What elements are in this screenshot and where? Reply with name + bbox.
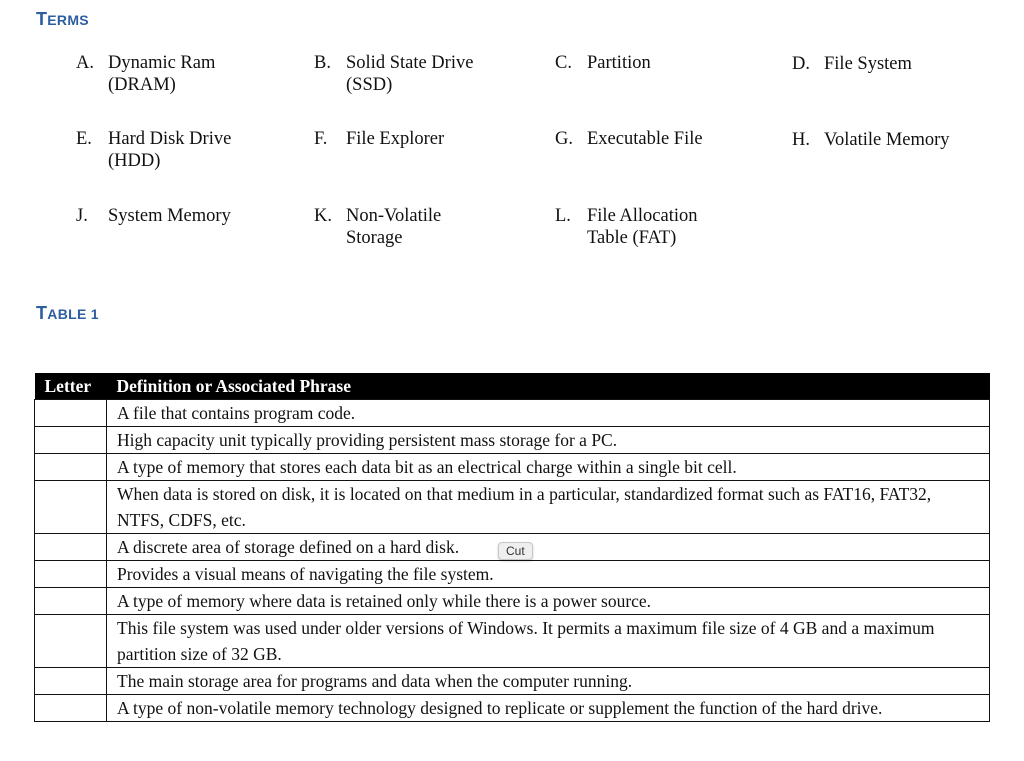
table-header-row [35,373,990,400]
letter-cell[interactable] [35,454,107,481]
definition-cell: The main storage area for programs and data when the computer running. [107,668,990,695]
table-heading: TABLE 1 [36,303,99,323]
table-row [35,454,990,481]
table-row [35,695,990,722]
letter-cell[interactable] [35,615,107,668]
term-item: C. Partition [555,53,651,73]
term-item: J. System Memory [76,206,231,226]
definition-cell: A type of non-volatile memory technology designed to replicate or supplement the function of the hard drive. [107,695,990,722]
table-row [35,615,990,668]
term-item: G. Executable File [555,129,703,149]
term-item: H. Volatile Memory [792,130,950,150]
term-item: A. Dynamic Ram (DRAM) [76,53,216,95]
table-row [35,588,990,615]
terms-heading: TERMS [36,9,89,29]
letter-cell[interactable] [35,481,107,534]
cut-tooltip: Cut [498,542,533,560]
letter-cell[interactable] [35,534,107,561]
definition-cell: Provides a visual means of navigating the file system. [107,561,990,588]
table-row [35,481,990,534]
definition-cell: A file that contains program code. [107,400,990,427]
term-item: D. File System [792,54,912,74]
term-item: B. Solid State Drive (SSD) [314,53,474,95]
letter-cell[interactable] [35,588,107,615]
definition-cell: A type of memory where data is retained only while there is a power source. [107,588,990,615]
definition-cell: This file system was used under older versions of Windows. It permits a maximum file size of 4 GB and a maximum partition size of 32 GB. [107,615,990,668]
letter-cell[interactable] [35,668,107,695]
table-row [35,400,990,427]
letter-cell[interactable] [35,695,107,722]
definition-cell: When data is stored on disk, it is located on that medium in a particular, standardized format such as FAT16, FAT32, NTFS, CDFS, etc. [107,481,990,534]
definition-cell: A type of memory that stores each data bit as an electrical charge within a single bit cell. [107,454,990,481]
table-row [35,427,990,454]
letter-cell[interactable] [35,427,107,454]
definition-cell: High capacity unit typically providing persistent mass storage for a PC. [107,427,990,454]
table-row [35,561,990,588]
term-item: E. Hard Disk Drive (HDD) [76,129,232,171]
table-row [35,668,990,695]
term-item: F. File Explorer [314,129,445,149]
letter-column-header: Letter [35,373,107,400]
letter-cell[interactable] [35,400,107,427]
definition-cell: A discrete area of storage defined on a hard disk. [107,534,990,561]
definition-column-header: Definition or Associated Phrase [107,373,990,400]
term-item: K. Non-Volatile Storage [314,206,442,248]
term-item: L. File Allocation Table (FAT) [555,206,698,248]
letter-cell[interactable] [35,561,107,588]
